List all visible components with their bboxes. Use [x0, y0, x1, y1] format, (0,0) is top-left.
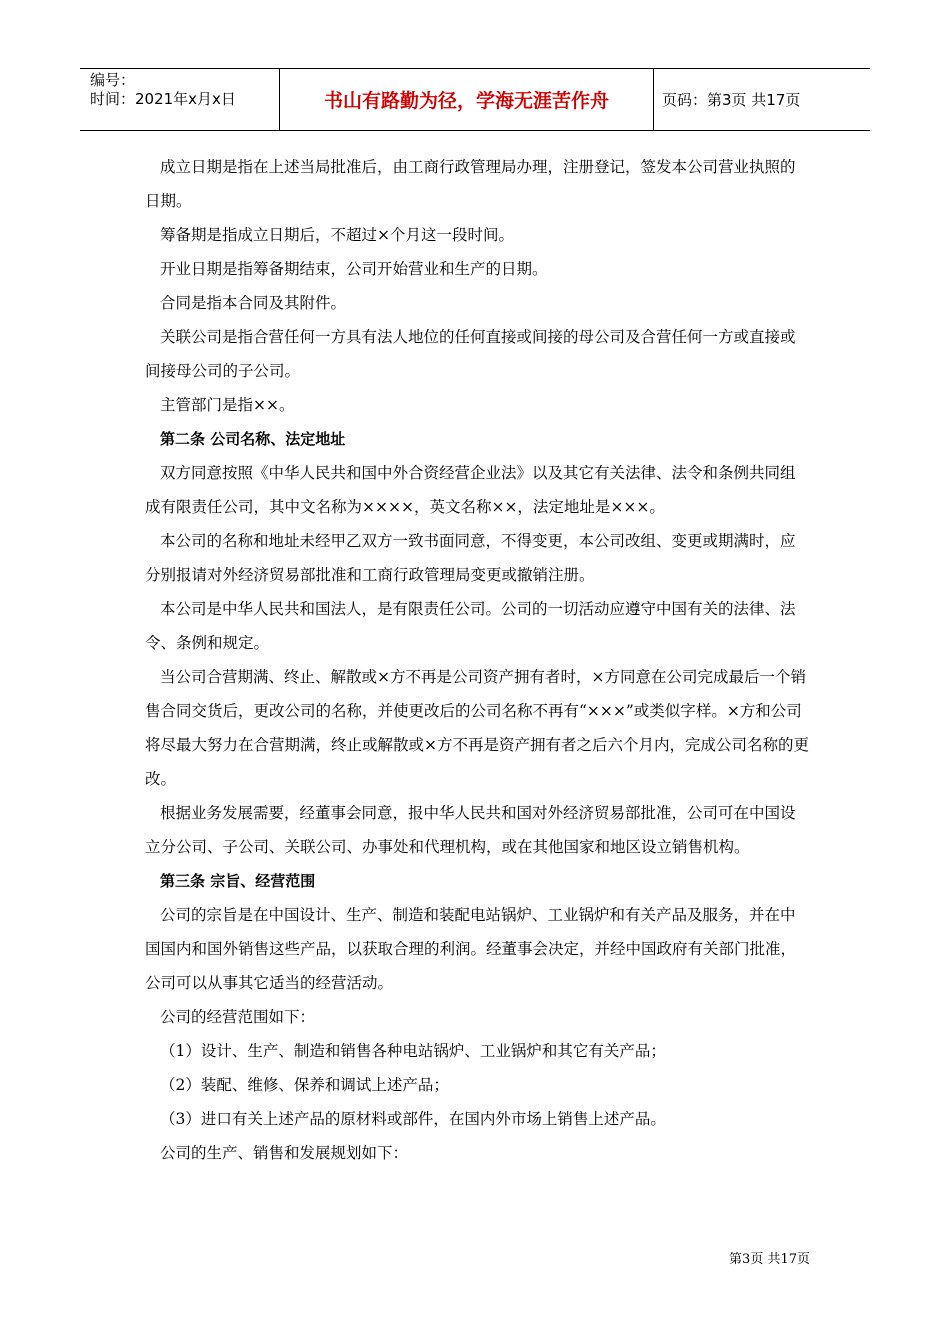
page-header: [80, 68, 870, 131]
footer-page-number: 第3页 共17页: [729, 1252, 810, 1267]
body-paragraph: 本公司是中华人民共和国法人，是有限责任公司。公司的一切活动应遵守中国有关的法律、法令、条例和规定。: [145, 600, 796, 652]
body-paragraph: 筹备期是指成立日期后，不超过×个月这一段时间。: [160, 226, 514, 244]
section-heading: 第二条 公司名称、法定地址: [160, 430, 346, 448]
date-label: 时间：2021年x月x日: [90, 90, 236, 108]
body-paragraph: 公司的宗旨是在中国设计、生产、制造和装配电站锅炉、工业锅炉和有关产品及服务，并在中国国内和国外销售这些产品，以获取合理的利润。经董事会决定，并经中国政府有关部门批准，公司可以从事其它适当的经营活动。: [145, 906, 797, 992]
body-paragraph: 成立日期是指在上述当局批准后，由工商行政管理局办理，注册登记，签发本公司营业执照的日期。: [145, 158, 796, 210]
body-paragraph: （1）设计、生产、制造和销售各种电站锅炉、工业锅炉和其它有关产品；: [160, 1042, 666, 1060]
body-paragraph: 本公司的名称和地址未经甲乙双方一致书面同意，不得变更，本公司改组、变更或期满时，应分别报请对外经济贸易部批准和工商行政管理局变更或撤销注册。: [145, 532, 796, 584]
number-label: 编号：: [90, 71, 136, 89]
header-page-info: 页码：第3页 共17页: [662, 91, 801, 109]
body-paragraph: 根据业务发展需要，经董事会同意，报中华人民共和国对外经济贸易部批准，公司可在中国设立分公司、子公司、关联公司、办事处和代理机构，或在其他国家和地区设立销售机构。: [145, 804, 796, 856]
body-paragraph: 关联公司是指合营任何一方具有法人地位的任何直接或间接的母公司及合营任何一方或直接或间接母公司的子公司。: [145, 328, 796, 380]
document-body: [145, 150, 810, 1170]
body-paragraph: 公司的经营范围如下：: [160, 1008, 316, 1026]
section-heading: 第三条 宗旨、经营范围: [160, 872, 316, 890]
body-paragraph: 主管部门是指××。: [160, 396, 295, 414]
body-paragraph: 双方同意按照《中华人民共和国中外合资经营企业法》以及其它有关法律、法令和条例共同组成有限责任公司，其中文名称为××××，英文名称××，法定地址是×××。: [145, 464, 796, 516]
body-paragraph: 当公司合营期满、终止、解散或×方不再是公司资产拥有者时，×方同意在公司完成最后一个销售合同交货后，更改公司的名称，并使更改后的公司名称不再有“×××”或类似字样。×方和公司将尽最大努力在合营期满，终止或解散或×方不再是资产拥有者之后六个月内，完成公司名称的更改。: [145, 668, 809, 788]
body-paragraph: （2）装配、维修、保养和调试上述产品；: [160, 1076, 449, 1094]
header-meta: [80, 69, 280, 130]
body-paragraph: 合同是指本合同及其附件。: [160, 294, 347, 312]
header-motto: 书山有路勤为径，学海无涯苦作舟: [280, 69, 654, 130]
body-paragraph: 公司的生产、销售和发展规划如下：: [160, 1144, 409, 1162]
body-paragraph: 开业日期是指筹备期结束，公司开始营业和生产的日期。: [160, 260, 548, 278]
body-paragraph: （3）进口有关上述产品的原材料或部件，在国内外市场上销售上述产品。: [160, 1110, 666, 1128]
